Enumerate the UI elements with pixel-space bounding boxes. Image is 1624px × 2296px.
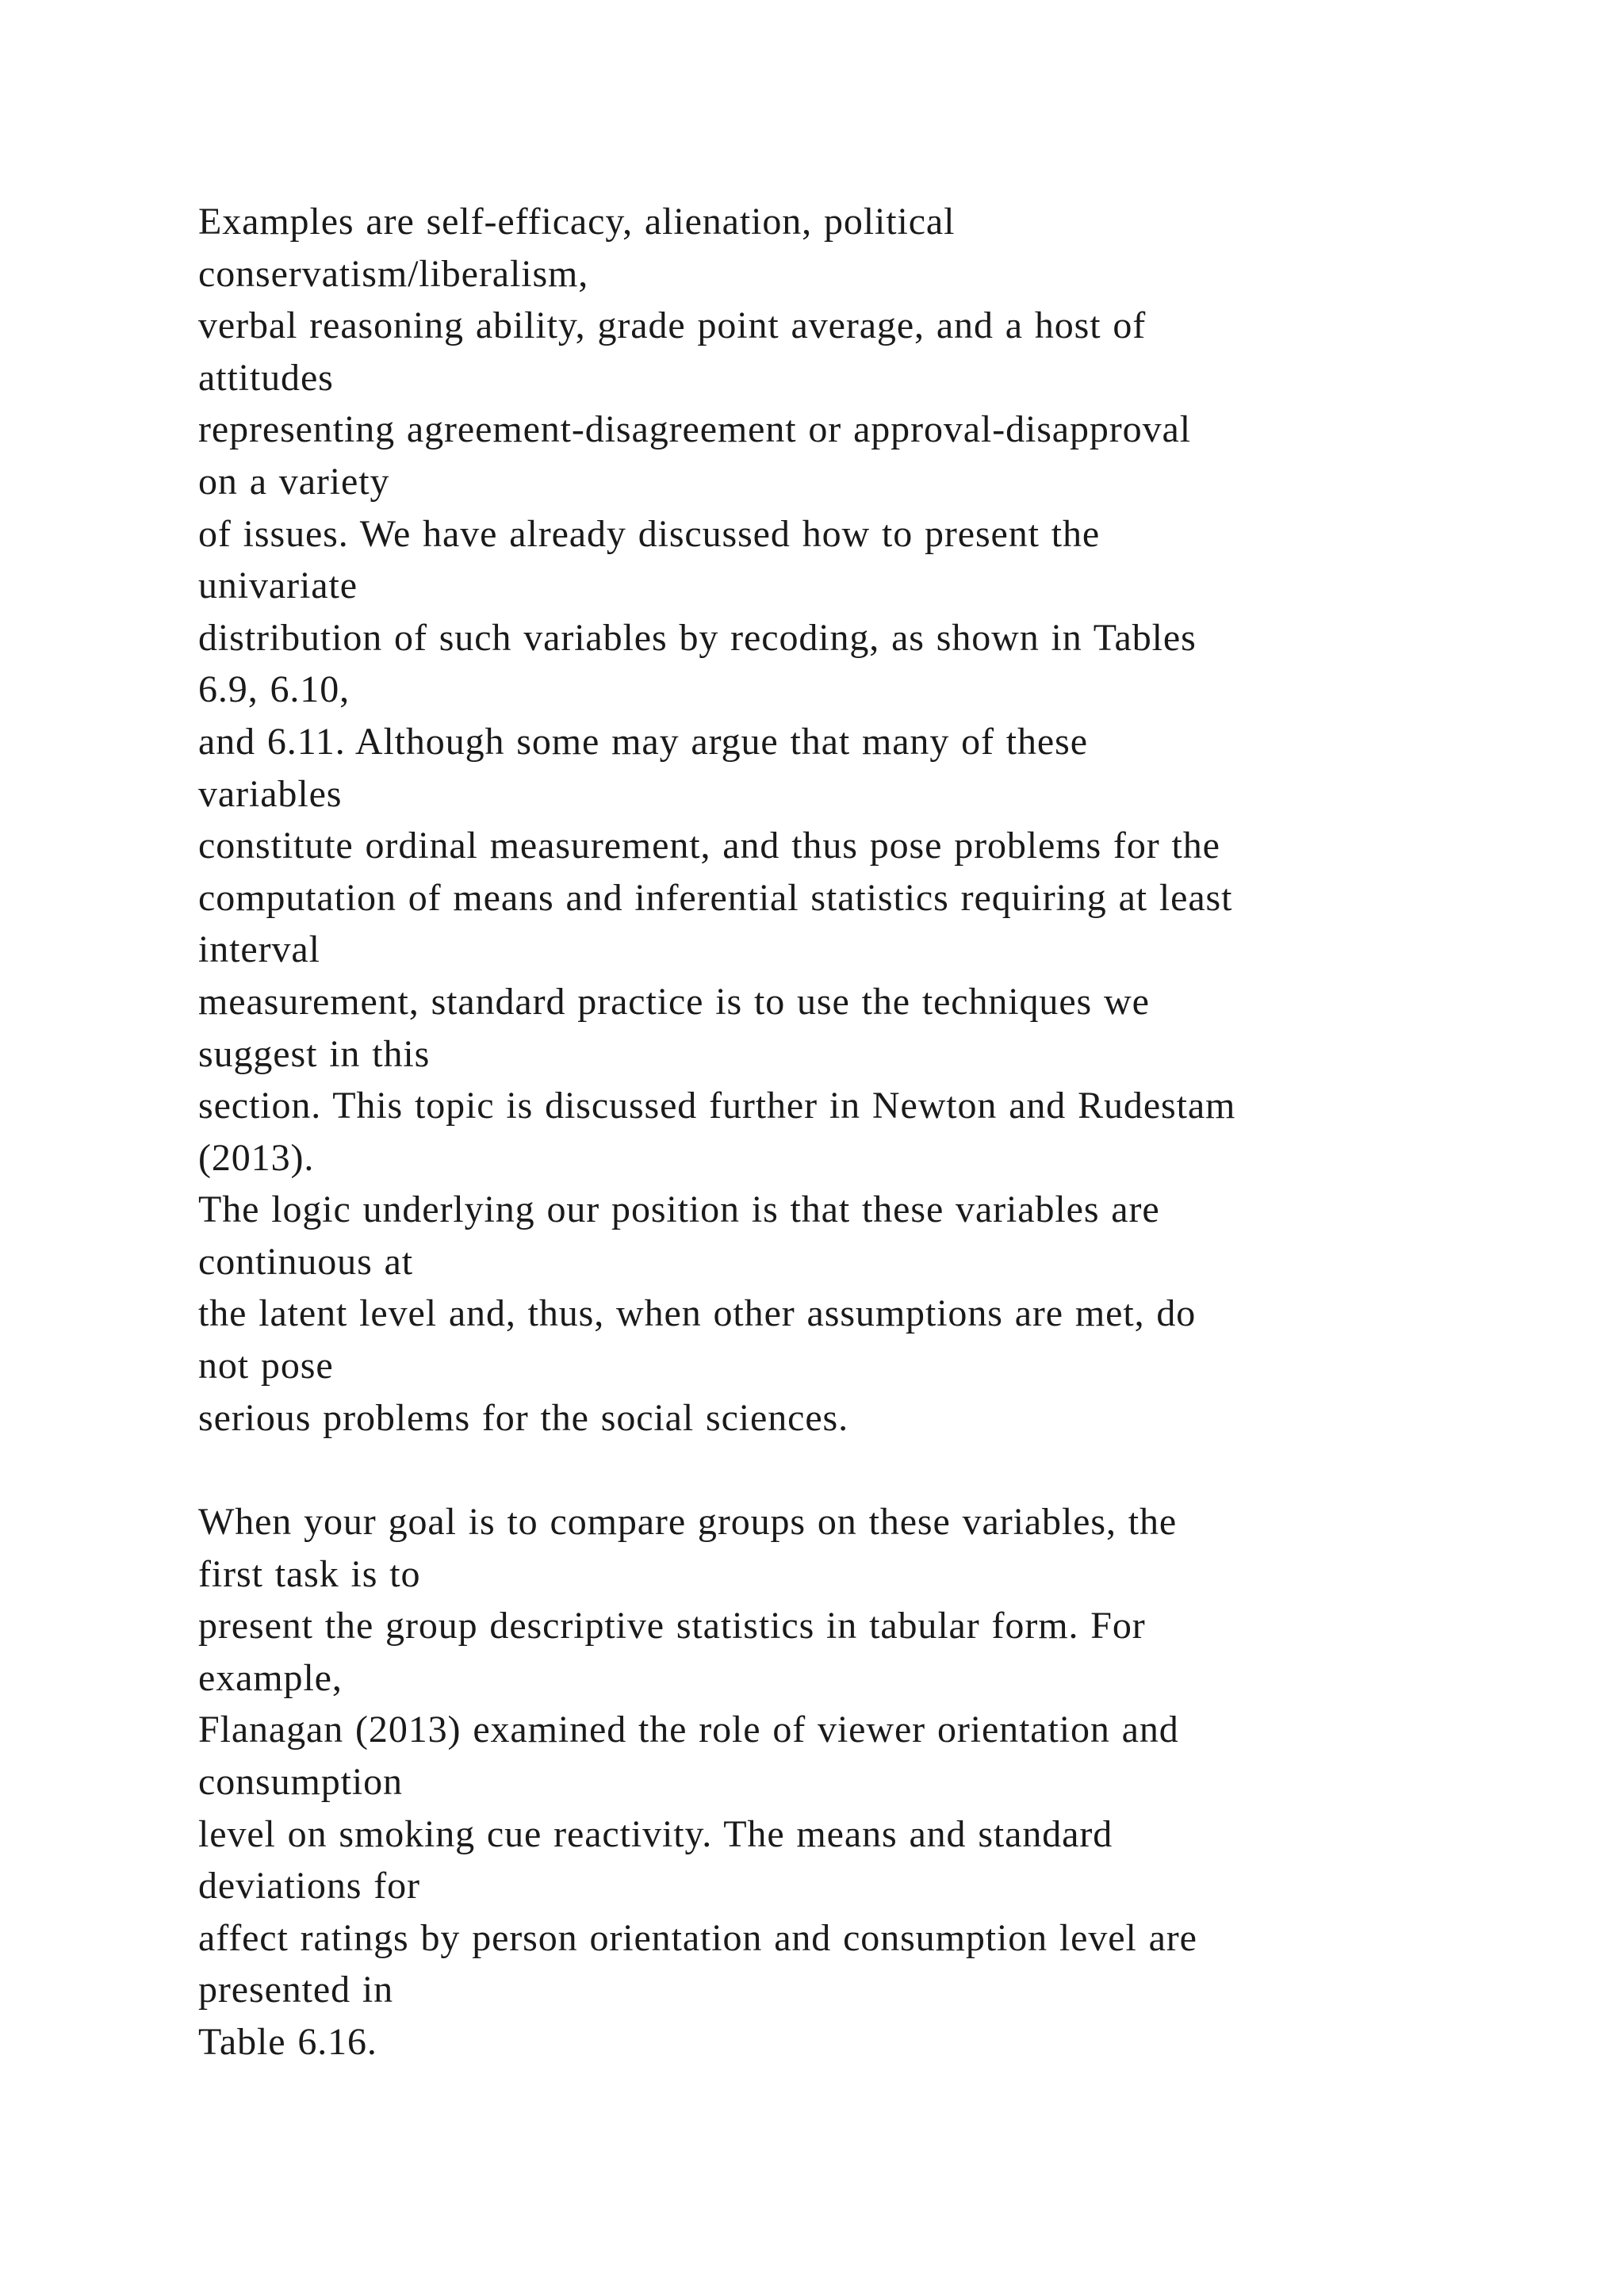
text-line: continuous at [198,1240,413,1283]
text-line: level on smoking cue reactivity. The means and standard [198,1812,1113,1855]
paragraph-1 [198,196,1610,1444]
text-line: computation of means and inferential statistics requiring at least [198,876,1233,919]
text-line: Examples are self-efficacy, alienation, political [198,201,956,243]
text-line: of issues. We have already discussed how to present the [198,512,1101,555]
text-line: suggest in this [198,1032,431,1075]
text-line: the latent level and, thus, when other assumptions are met, do [198,1292,1197,1335]
text-line: section. This topic is discussed further in Newton and Rudestam [198,1085,1236,1127]
text-line: deviations for [198,1865,420,1908]
text-line: not pose [198,1345,334,1387]
text-line: present the group descriptive statistics in tabular form. For [198,1605,1146,1647]
text-line: affect ratings by person orientation and consumption level are [198,1916,1197,1959]
text-line: When your goal is to compare groups on these variables, the [198,1501,1178,1543]
text-line: on a variety [198,460,390,503]
text-line: Table 6.16. [198,2020,377,2063]
text-line: presented in [198,1969,394,2011]
text-line: conservatism/liberalism, [198,252,589,295]
text-line: The logic underlying our position is that these variables are [198,1188,1160,1231]
text-line: interval [198,928,320,971]
text-line: consumption [198,1760,403,1803]
text-line: attitudes [198,356,334,399]
text-line: measurement, standard practice is to use the techniques we [198,980,1150,1023]
text-line: verbal reasoning ability, grade point average, and a host of [198,304,1147,347]
text-line: representing agreement-disagreement or approval-disapproval [198,408,1191,451]
text-line: first task is to [198,1552,421,1595]
text-line: Flanagan (2013) examined the role of viewer orientation and [198,1709,1179,1751]
text-line: constitute ordinal measurement, and thus pose problems for the [198,825,1220,867]
paragraph-2 [198,1496,1610,2068]
text-line: and 6.11. Although some may argue that many of these [198,720,1088,763]
text-line: example, [198,1656,343,1699]
text-line: variables [198,772,343,815]
text-line: serious problems for the social sciences. [198,1396,849,1439]
text-line: univariate [198,564,358,607]
text-line: distribution of such variables by recoding, as shown in Tables [198,616,1197,659]
text-line: 6.9, 6.10, [198,668,350,711]
text-line: (2013). [198,1136,315,1179]
